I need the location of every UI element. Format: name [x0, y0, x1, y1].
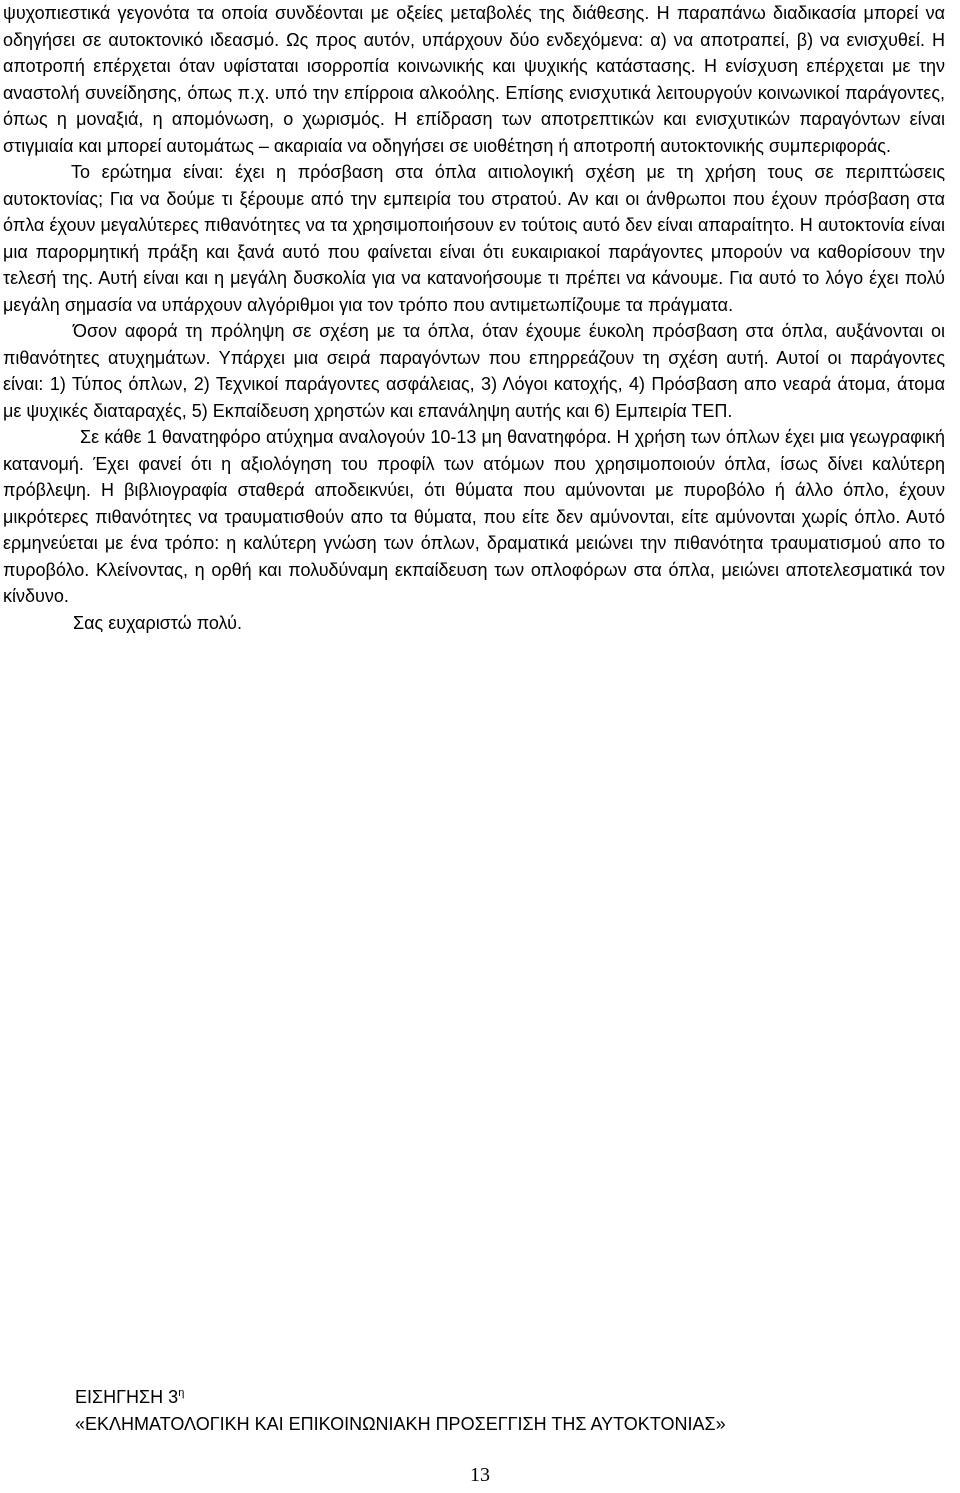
section-superscript: η: [178, 1387, 185, 1399]
page-number: 13: [470, 1464, 490, 1486]
paragraph-3: Όσον αφορά τη πρόληψη σε σχέση με τα όπλα, όταν έχουμε έυκολη πρόσβαση στα όπλα, αυξάνονται οι πιθανότητες ατυχημάτων. Υπάρχει μια σειρά παραγόντων που επηρρεάζουν τη σχέση αυτή. Αυτοί οι παράγοντες είναι: 1) Τύπος όπλων, 2) Τεχνικοί παράγοντες ασφάλειας, 3) Λόγοι κατοχής, 4) Πρόσβαση απο νεαρά άτομα, άτομα με ψυχικές διαταραχές, 5) Εκπαίδευση χρηστών και επανάληψη αυτής και 6) Εμπειρία ΤΕΠ.: [3, 321, 945, 421]
paragraph-1: ψυχοπιεστικά γεγονότα τα οποία συνδέονται με οξείες μεταβολές της διάθεσης. Η παραπάνω διαδικασία μπορεί να οδηγήσει σε αυτοκτονικό ιδεασμό. Ως προς αυτόν, υπάρχουν δύο ενδεχόμενα: α) να αποτραπεί, β) να ενισχυθεί. Η αποτροπή επέρχεται όταν υφίσταται ισορροπία κοινωνικής και ψυχικής κατάστασης. Η ενίσχυση επέρχεται με την αναστολή συνείδησης, όπως π.χ. υπό την επίρροια αλκοόλης. Επίσης ενισχυτικά λειτουργούν κοινωνικοί παράγοντες, όπως η μοναξιά, η απομόνωση, ο χωρισμός. Η επίδραση των αποτρεπτικών και ενισχυτικών παραγόντων είναι στιγμιαία και μπορεί αυτομάτως – ακαριαία να οδηγήσει σε υιοθέτηση ή αποτροπή αυτοκτονικής συμπεριφοράς.: [3, 3, 945, 156]
section-prefix: ΕΙΣΗΓΗΣΗ 3: [75, 1387, 179, 1407]
section-title: «ΕΚΛΗΜΑΤΟΛΟΓΙΚΗ ΚΑΙ ΕΠΙΚΟΙΝΩΝΙΑΚΗ ΠΡΟΣΕΓΓΙΣΗ ΤΗΣ ΑΥΤΟΚΤΟΝΙΑΣ»: [75, 1414, 726, 1434]
document-body: [3, 0, 945, 636]
paragraph-2: Το ερώτημα είναι: έχει η πρόσβαση στα όπλα αιτιολογική σχέση με τη χρήση τους σε περιπτώσεις αυτοκτονίας; Για να δούμε τι ξέρουμε από την εμπειρία του στρατού. Αν και οι άνθρωποι που έχουν πρόσβαση στα όπλα έχουν μεγαλύτερες πιθανότητες να τα χρησιμοποιήσουν εν τούτοις αυτό δεν είναι απαραίτητο. Η αυτοκτονία είναι μια παρορμητική πράξη και ξανά αυτό που φαίνεται είναι ότι ευκαιριακοί παράγοντες μπορούν να καθορίσουν την τελεσή της. Αυτή είναι και η μεγάλη δυσκολία για να κατανοήσουμε τι πρέπει να κάνουμε. Για αυτό το λόγο έχει πολύ μεγάλη σημασία να υπάρχουν αλγόριθμοι για τον τρόπο που αντιμετωπίζουμε τα πράγματα.: [3, 162, 945, 315]
closing-line: Σας ευχαριστώ πολύ.: [73, 612, 242, 633]
paragraph-4: Σε κάθε 1 θανατηφόρο ατύχημα αναλογούν 10-13 μη θανατηφόρα. Η χρήση των όπλων έχει μια γεωγραφική κατανομή. Έχει φανεί ότι η αξιολόγηση του προφίλ των ατόμων που χρησιμοποιούν όπλα, ίσως δίνει καλύτερη πρόβλεψη. Η βιβλιογραφία σταθερά αποδεικνύει, ότι θύματα που αμύνονται με πυροβόλο ή άλλο όπλο, έχουν μικρότερες πιθανότητες να τραυματισθούν απο τα θύματα, που είτε δεν αμύνονται, είτε αμύνονται χωρίς όπλο. Αυτό ερμηνεύεται με ένα τρόπο: η καλύτερη γνώση των όπλων, δραματικά μειώνει την πιθανότητα τραυματισμού απο το πυροβόλο. Κλείνοντας, η ορθή και πολυδύναμη εκπαίδευση των οπλοφόρων στα όπλα, μειώνει αποτελεσματικά τον κίνδυνο.: [3, 427, 945, 606]
section-number: [75, 1384, 955, 1411]
next-section-heading: [75, 1384, 955, 1438]
